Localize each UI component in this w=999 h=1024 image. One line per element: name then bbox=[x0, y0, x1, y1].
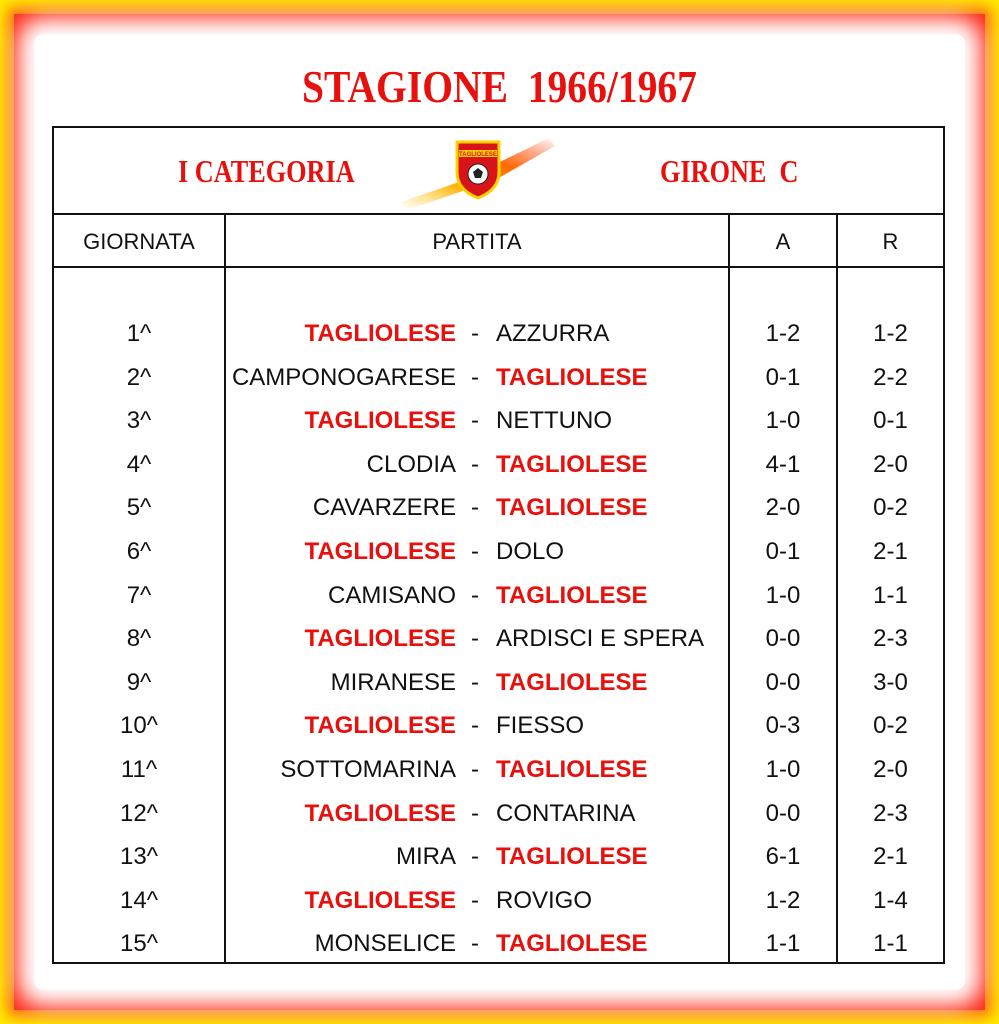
ritorno-result-cell: 1-1 bbox=[873, 930, 908, 958]
column-header-partita: PARTITA bbox=[432, 229, 522, 254]
column-header-andata: A bbox=[775, 229, 791, 254]
giornata-cell: 13^ bbox=[120, 843, 158, 871]
match-separator: - bbox=[471, 538, 479, 565]
match-separator: - bbox=[471, 712, 479, 740]
match-separator: - bbox=[471, 625, 479, 653]
column-header-giornata: GIORNATA bbox=[83, 229, 195, 254]
table-row bbox=[54, 922, 943, 966]
ritorno-result-cell: 2-0 bbox=[873, 450, 908, 478]
svg-text:TAGLIOLESE: TAGLIOLESE bbox=[459, 152, 497, 158]
giornata-cell: 5^ bbox=[126, 494, 152, 522]
home-team-cell: TAGLIOLESE bbox=[304, 538, 456, 565]
ritorno-result-cell: 0-1 bbox=[873, 407, 908, 435]
away-team-cell: AZZURRA bbox=[496, 320, 610, 347]
giornata-cell: 1^ bbox=[126, 320, 152, 347]
giornata-cell: 6^ bbox=[126, 538, 152, 565]
giornata-cell: 3^ bbox=[126, 407, 152, 435]
andata-result-cell: 1-2 bbox=[765, 320, 801, 347]
andata-result-cell: 4-1 bbox=[765, 450, 801, 478]
ritorno-result-cell: 1-4 bbox=[873, 886, 908, 914]
page-title: STAGIONE 1966/1967 bbox=[302, 61, 697, 112]
column-header-ritorno: R bbox=[882, 229, 899, 254]
home-team-cell: CAMPONOGARESE bbox=[231, 363, 456, 391]
away-team-cell: TAGLIOLESE bbox=[496, 581, 648, 609]
home-team-cell: MIRANESE bbox=[330, 668, 456, 696]
home-team-cell: TAGLIOLESE bbox=[304, 407, 456, 435]
away-team-cell: NETTUNO bbox=[496, 407, 612, 435]
table-row bbox=[54, 356, 943, 400]
home-team-cell: TAGLIOLESE bbox=[304, 320, 456, 347]
home-team-cell: TAGLIOLESE bbox=[304, 712, 456, 740]
ritorno-result-cell: 2-3 bbox=[873, 799, 908, 827]
results-table bbox=[52, 126, 945, 964]
home-team-cell: TAGLIOLESE bbox=[304, 625, 456, 653]
match-separator: - bbox=[471, 407, 479, 435]
ritorno-result-cell: 2-1 bbox=[873, 538, 908, 565]
table-row bbox=[54, 661, 943, 705]
away-team-cell: TAGLIOLESE bbox=[496, 363, 648, 391]
giornata-cell: 12^ bbox=[120, 799, 158, 827]
away-team-cell: ROVIGO bbox=[496, 886, 593, 914]
ritorno-result-cell: 0-2 bbox=[873, 712, 908, 740]
home-team-cell: TAGLIOLESE bbox=[304, 799, 456, 827]
table-row bbox=[54, 574, 943, 618]
away-team-cell: TAGLIOLESE bbox=[496, 494, 648, 522]
home-team-cell: MIRA bbox=[396, 843, 456, 871]
giornata-cell: 8^ bbox=[126, 625, 152, 653]
match-separator: - bbox=[471, 450, 479, 478]
giornata-cell: 15^ bbox=[120, 930, 158, 958]
home-team-cell: MONSELICE bbox=[314, 930, 456, 958]
match-separator: - bbox=[471, 843, 479, 871]
away-team-cell: ARDISCI E SPERA bbox=[496, 625, 705, 653]
home-team-cell: CLODIA bbox=[366, 450, 456, 478]
table-row bbox=[54, 530, 943, 574]
giornata-cell: 10^ bbox=[120, 712, 158, 740]
away-team-cell: TAGLIOLESE bbox=[496, 450, 648, 478]
ritorno-result-cell: 1-1 bbox=[873, 581, 908, 609]
andata-result-cell: 0-0 bbox=[765, 668, 801, 696]
andata-result-cell: 1-0 bbox=[765, 756, 801, 783]
andata-result-cell: 0-1 bbox=[765, 538, 801, 565]
match-separator: - bbox=[471, 930, 479, 958]
giornata-cell: 2^ bbox=[126, 363, 152, 391]
category-label: I CATEGORIA bbox=[178, 153, 355, 189]
andata-result-cell: 0-1 bbox=[765, 363, 801, 391]
away-team-cell: TAGLIOLESE bbox=[496, 668, 648, 696]
column-header-divider bbox=[54, 266, 943, 268]
away-team-cell: TAGLIOLESE bbox=[496, 930, 648, 958]
table-row bbox=[54, 748, 943, 792]
club-crest-icon bbox=[399, 132, 559, 212]
table-row bbox=[54, 792, 943, 836]
ritorno-result-cell: 2-3 bbox=[873, 625, 908, 653]
andata-result-cell: 0-3 bbox=[765, 712, 801, 740]
away-team-cell: CONTARINA bbox=[496, 799, 636, 827]
match-separator: - bbox=[471, 320, 479, 347]
andata-result-cell: 1-0 bbox=[765, 407, 801, 435]
andata-result-cell: 2-0 bbox=[765, 494, 801, 522]
home-team-cell: SOTTOMARINA bbox=[280, 756, 456, 783]
andata-result-cell: 1-0 bbox=[765, 581, 801, 609]
match-separator: - bbox=[471, 494, 479, 522]
giornata-cell: 7^ bbox=[126, 581, 152, 609]
giornata-cell: 9^ bbox=[126, 668, 152, 696]
table-row bbox=[54, 835, 943, 879]
table-row bbox=[54, 879, 943, 923]
away-team-cell: FIESSO bbox=[496, 712, 585, 740]
away-team-cell: DOLO bbox=[496, 538, 565, 565]
match-separator: - bbox=[471, 581, 479, 609]
andata-result-cell: 6-1 bbox=[765, 843, 801, 871]
home-team-cell: CAMISANO bbox=[327, 581, 456, 609]
table-row bbox=[54, 443, 943, 487]
home-team-cell: TAGLIOLESE bbox=[304, 886, 456, 914]
ritorno-result-cell: 2-2 bbox=[873, 363, 908, 391]
table-row bbox=[54, 486, 943, 530]
andata-result-cell: 1-1 bbox=[765, 930, 801, 958]
ritorno-result-cell: 2-1 bbox=[873, 843, 908, 871]
table-row bbox=[54, 704, 943, 748]
andata-result-cell: 0-0 bbox=[765, 799, 801, 827]
ritorno-result-cell: 3-0 bbox=[873, 668, 908, 696]
giornata-cell: 11^ bbox=[120, 756, 158, 783]
home-team-cell: CAVARZERE bbox=[312, 494, 456, 522]
match-separator: - bbox=[471, 756, 479, 783]
away-team-cell: TAGLIOLESE bbox=[496, 756, 648, 783]
ritorno-result-cell: 1-2 bbox=[873, 320, 908, 347]
table-row bbox=[54, 399, 943, 443]
ritorno-result-cell: 2-0 bbox=[873, 756, 908, 783]
group-label: GIRONE C bbox=[660, 153, 799, 189]
giornata-cell: 4^ bbox=[126, 450, 152, 478]
away-team-cell: TAGLIOLESE bbox=[496, 843, 648, 871]
match-separator: - bbox=[471, 363, 479, 391]
header-divider bbox=[54, 213, 943, 215]
ritorno-result-cell: 0-2 bbox=[873, 494, 908, 522]
table-row bbox=[54, 617, 943, 661]
match-separator: - bbox=[471, 886, 479, 914]
andata-result-cell: 0-0 bbox=[765, 625, 801, 653]
andata-result-cell: 1-2 bbox=[765, 886, 801, 914]
table-row bbox=[54, 312, 943, 356]
match-separator: - bbox=[471, 799, 479, 827]
match-separator: - bbox=[471, 668, 479, 696]
giornata-cell: 14^ bbox=[120, 886, 158, 914]
